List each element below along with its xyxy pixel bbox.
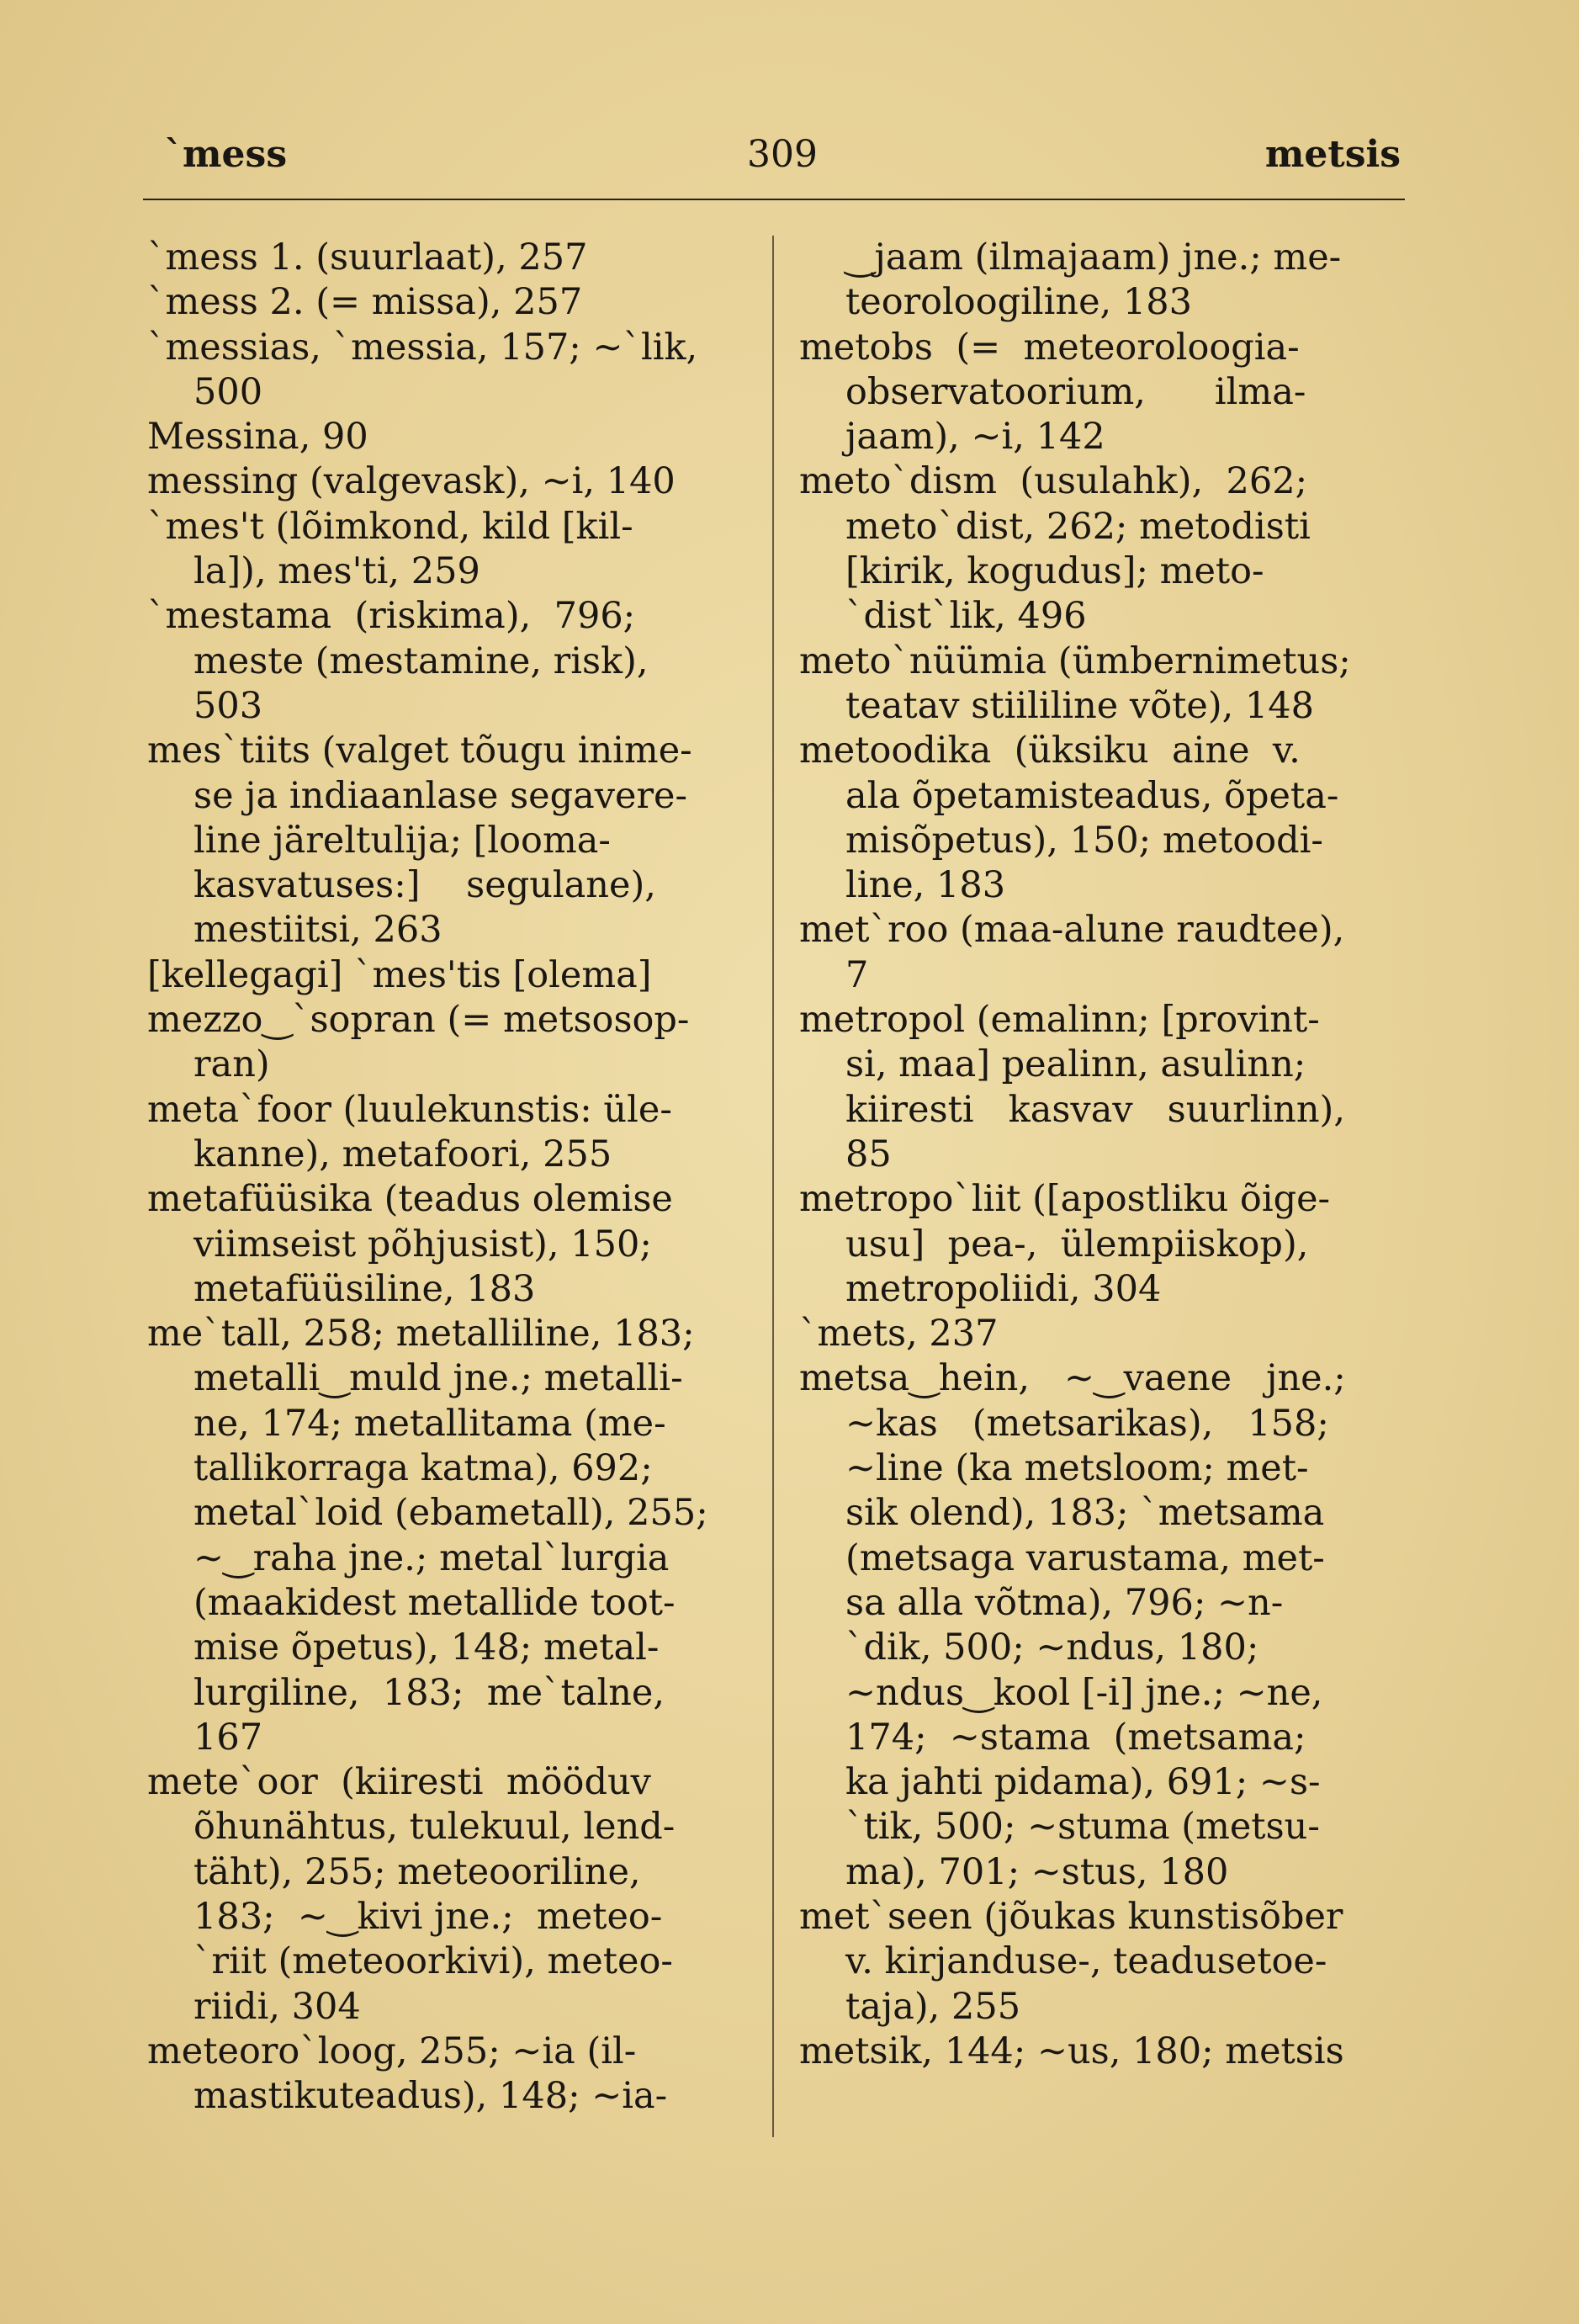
text-line: metropoliidi, 304 [845, 1267, 1162, 1310]
text-line: metalli‿muld jne.; metalli- [193, 1357, 683, 1400]
text-line: jaam), ~i, 142 [845, 416, 1105, 459]
text-line: viimseist põhjusist), 150; [193, 1223, 652, 1265]
text-line: 167 [193, 1716, 263, 1759]
text-line: line järeltulija; [looma- [193, 819, 611, 862]
text-line: taja), 255 [845, 1985, 1021, 2028]
text-line: mestiitsi, 263 [193, 909, 442, 952]
text-line: v. kirjanduse-, teadusetoe- [845, 1940, 1327, 1983]
text-line: ˋmess 2. (= missa), 257 [147, 281, 583, 324]
text-line: ~ndus‿kool [-i] jne.; ~ne, [845, 1671, 1323, 1714]
text-line: la]), mes'ti, 259 [193, 550, 480, 593]
text-line: ˋmets, 237 [799, 1313, 999, 1356]
text-line: õhunähtus, tulekuul, lend- [193, 1806, 676, 1849]
text-line: sa alla võtma), 796; ~n- [845, 1581, 1284, 1624]
text-line: teatav stiililine võte), 148 [845, 684, 1315, 727]
text-line: ‿jaam (ilmajaam) jne.; me- [845, 236, 1342, 279]
page-header [164, 133, 1401, 183]
text-line: metropol (emalinn; [provint- [799, 999, 1320, 1042]
text-line: meteˋoor (kiiresti mööduv [147, 1761, 651, 1804]
column-divider [772, 236, 774, 2137]
text-line: metafüüsika (teadus olemise [147, 1178, 673, 1221]
text-line: line, 183 [845, 864, 1006, 907]
text-line: ala õpetamisteadus, õpeta- [845, 774, 1339, 817]
text-line: kiiresti kasvav suurlinn), [845, 1088, 1346, 1131]
text-line: 174; ~stama (metsama; [845, 1716, 1306, 1759]
text-line: metoˋnüümia (ümbernimetus; [799, 639, 1351, 682]
text-line: 503 [193, 684, 263, 727]
text-line: metoodika (üksiku aine v. [799, 730, 1301, 772]
text-line: riidi, 304 [193, 1985, 361, 2028]
text-line: lurgiline, 183; meˋtalne, [193, 1671, 665, 1714]
text-line: ~kas (metsarikas), 158; [845, 1402, 1329, 1445]
text-line: ˋmestama (riskima), 796; [147, 595, 636, 638]
text-line: 183; ~‿kivi jne.; meteo- [193, 1895, 663, 1938]
text-line: metsik, 144; ~us, 180; metsis [799, 2030, 1344, 2072]
text-line: mastikuteadus), 148; ~ia- [193, 2075, 668, 2118]
text-line: (metsaga varustama, met- [845, 1536, 1325, 1579]
text-line: meˋtall, 258; metalliline, 183; [147, 1313, 695, 1356]
text-line: ma), 701; ~stus, 180 [845, 1850, 1229, 1893]
running-head-right: metsis [1264, 133, 1401, 176]
text-line: observatoorium, ilma- [845, 370, 1306, 413]
text-line: ˋtik, 500; ~stuma (metsu- [845, 1806, 1320, 1849]
text-line: metaˋfoor (luulekunstis: üle- [147, 1088, 672, 1131]
text-line: täht), 255; meteooriline, [193, 1850, 641, 1893]
text-line: sik olend), 183; ˋmetsama [845, 1492, 1325, 1535]
text-line: tallikorraga katma), 692; [193, 1447, 653, 1490]
text-line: ~line (ka metsloom; met- [845, 1447, 1309, 1490]
text-line: 7 [845, 953, 869, 996]
right-column [799, 236, 1401, 2074]
header-rule [143, 199, 1405, 200]
text-line: metoˋdist, 262; metodisti [845, 505, 1311, 548]
text-line: metobs (= meteoroloogia- [799, 326, 1300, 369]
left-column [147, 236, 736, 2119]
text-line: se ja indiaanlase segavere- [193, 774, 688, 817]
text-line: messing (valgevask), ~i, 140 [147, 460, 676, 503]
text-line: ˋmes't (lõimkond, kild [kil- [147, 505, 633, 548]
text-line: metafüüsiline, 183 [193, 1267, 536, 1310]
text-line: kanne), metafoori, 255 [193, 1133, 612, 1175]
text-line: teoroloogiline, 183 [845, 281, 1192, 324]
text-line: ˋriit (meteoorkivi), meteo- [193, 1940, 673, 1983]
text-line: (maakidest metallide toot- [193, 1581, 676, 1624]
text-line: metˋseen (jõukas kunstisõber [799, 1895, 1343, 1938]
text-line: metsa‿hein, ~‿vaene jne.; [799, 1357, 1346, 1400]
text-line: ~‿raha jne.; metalˋlurgia [193, 1536, 670, 1579]
running-head-left: ˋmess [164, 133, 288, 176]
text-line: 85 [845, 1133, 892, 1175]
text-line: ˋdistˋlik, 496 [845, 595, 1087, 638]
text-line: ˋdik, 500; ~ndus, 180; [845, 1626, 1259, 1669]
text-line: 500 [193, 370, 263, 413]
text-line: kasvatuses:] segulane), [193, 864, 656, 907]
text-line: [kirik, kogudus]; meto- [845, 550, 1264, 593]
text-line: meste (mestamine, risk), [193, 639, 649, 682]
text-line: metalˋloid (ebametall), 255; [193, 1492, 708, 1535]
text-line: Messina, 90 [147, 416, 368, 459]
text-line: ˋmess 1. (suurlaat), 257 [147, 236, 588, 279]
page-number: 309 [747, 133, 818, 176]
text-line: mesˋtiits (valget tõugu inime- [147, 730, 692, 772]
text-line: mezzo‿ˋsopran (= metsosop- [147, 999, 690, 1042]
text-line: usu] pea-, ülempiiskop), [845, 1223, 1309, 1265]
text-line: mise õpetus), 148; metal- [193, 1626, 660, 1669]
text-line: misõpetus), 150; metoodi- [845, 819, 1323, 862]
text-line: ˋmessias, ˋmessia, 157; ~ˋlik, [147, 326, 698, 369]
text-line: meteoroˋloog, 255; ~ia (il- [147, 2030, 637, 2072]
text-line: [kellegagi] ˋmes'tis [olema] [147, 953, 652, 996]
text-line: ran) [193, 1043, 270, 1086]
text-line: metoˋdism (usulahk), 262; [799, 460, 1308, 503]
text-line: ne, 174; metallitama (me- [193, 1402, 666, 1445]
text-line: metˋroo (maa-alune raudtee), [799, 909, 1345, 952]
text-line: ka jahti pidama), 691; ~s- [845, 1761, 1321, 1804]
text-line: metropoˋliit ([apostliku õige- [799, 1178, 1331, 1221]
text-line: si, maa] pealinn, asulinn; [845, 1043, 1306, 1086]
